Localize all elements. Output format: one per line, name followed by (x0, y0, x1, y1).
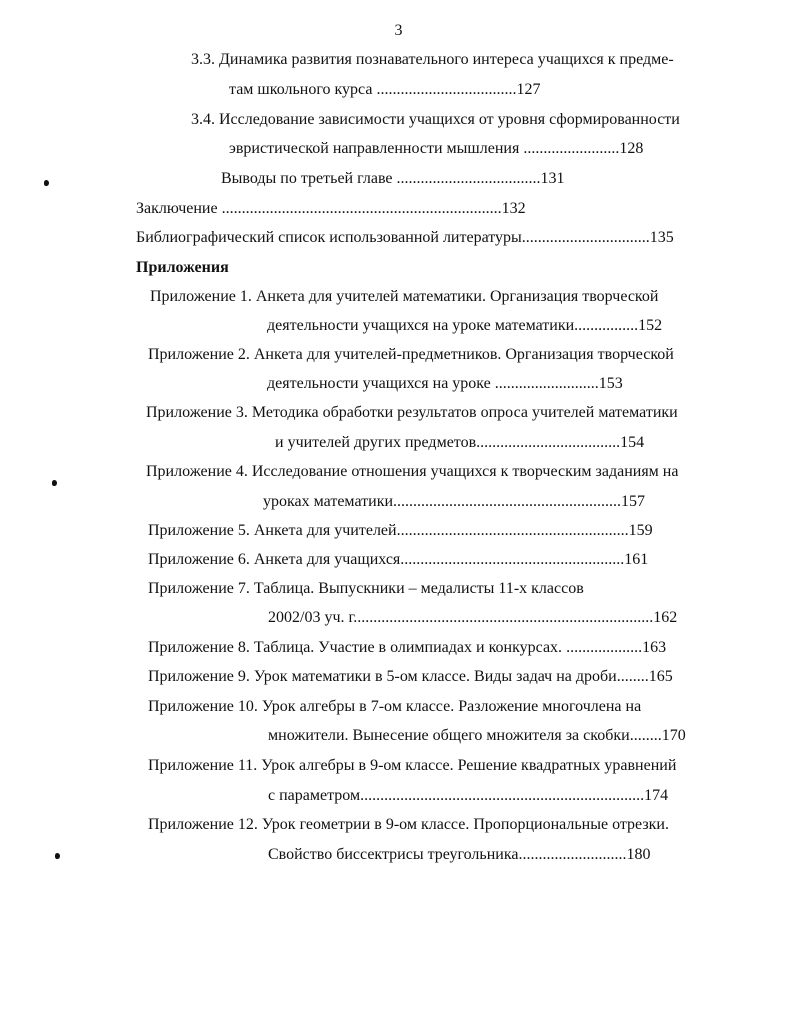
entry-title-continued: множители. Вынесение общего множителя за скобки........170 (268, 727, 686, 744)
page-number: 3 (394, 22, 403, 39)
page-ref: 127 (516, 81, 541, 98)
leader-dots: ................................ (521, 229, 650, 246)
leader-dots: ....................................................................... (360, 787, 645, 804)
entry-title-continued: эвристической направленности мышления ........................128 (229, 140, 644, 157)
page-ref: 154 (620, 434, 645, 451)
leader-dots: .......................... (494, 375, 599, 392)
leader-dots: .................................... (396, 170, 541, 187)
toc-entry-appendix-6: Приложение 6. Анкета для учащихся........................................................161 (148, 551, 649, 568)
toc-entry-appendix-9: Приложение 9. Урок математики в 5-ом классе. Виды задач на дроби........165 (148, 668, 673, 685)
scan-speck (44, 180, 49, 186)
page-ref: 128 (619, 140, 644, 157)
entry-title: Приложение 4. Исследование отношения учащихся к творческим заданиям на (146, 463, 679, 480)
leader-dots: ........................................................ (400, 551, 625, 568)
entry-title: Приложение 11. Урок алгебры в 9-ом классе. Решение квадратных уравнений (148, 757, 677, 774)
toc-entry-appendix-5: Приложение 5. Анкета для учителей..........................................................159 (148, 522, 653, 539)
entry-title: Приложение 3. Методика обработки результатов опроса учителей математики (146, 404, 678, 421)
entry-title: 3.4. Исследование зависимости учащихся от уровня сформированности (191, 111, 680, 128)
entry-title-continued: Свойство биссектрисы треугольника...........................180 (268, 846, 651, 863)
toc-entry-conclusions-ch3: Выводы по третьей главе ....................................131 (221, 170, 565, 187)
leader-dots: ........ (616, 668, 649, 685)
page-ref: 152 (638, 317, 663, 334)
page-ref: 165 (648, 668, 673, 685)
leader-dots: ........................... (518, 846, 627, 863)
page-ref: 157 (621, 493, 646, 510)
page-ref: 161 (624, 551, 649, 568)
leader-dots: ................................... (376, 81, 517, 98)
entry-title-continued: деятельности учащихся на уроке математики................152 (267, 317, 663, 334)
appendices-heading: Приложения (136, 259, 229, 276)
page-ref: 135 (649, 229, 674, 246)
leader-dots: .......................................................... (396, 522, 629, 539)
leader-dots: ...................................................................... (221, 200, 502, 217)
page-ref: 174 (644, 787, 669, 804)
entry-title-continued: там школьного курса ...................................127 (229, 81, 541, 98)
page-ref: 162 (653, 609, 678, 626)
page-ref: 132 (501, 200, 526, 217)
entry-title-continued: 2002/03 уч. г...........................................................................162 (268, 609, 678, 626)
entry-title-continued: уроках математики.........................................................157 (263, 493, 646, 510)
leader-dots: ................ (574, 317, 639, 334)
entry-title: Приложение 12. Урок геометрии в 9-ом классе. Пропорциональные отрезки. (148, 816, 669, 833)
leader-dots: ................... (566, 639, 643, 656)
scan-speck (52, 480, 57, 486)
entry-title: 3.3. Динамика развития познавательного интереса учащихся к предме- (191, 51, 674, 68)
leader-dots: .......................................................................... (357, 609, 654, 626)
toc-entry-bibliography: Библиографический список использованной литературы................................135 (136, 229, 674, 246)
entry-title-continued: и учителей других предметов....................................154 (275, 434, 645, 451)
leader-dots: ........ (629, 727, 662, 744)
toc-entry-appendix-8: Приложение 8. Таблица. Участие в олимпиадах и конкурсах. ...................163 (148, 639, 667, 656)
page-ref: 170 (661, 727, 686, 744)
leader-dots: ......................................................... (393, 493, 622, 510)
leader-dots: ........................ (523, 140, 620, 157)
page-ref: 180 (626, 846, 651, 863)
entry-title: Приложение 10. Урок алгебры в 7-ом классе. Разложение многочлена на (148, 698, 642, 715)
toc-entry-conclusion: Заключение ......................................................................132 (136, 200, 526, 217)
scan-speck (55, 853, 60, 859)
page-ref: 153 (598, 375, 623, 392)
leader-dots: .................................... (476, 434, 621, 451)
page-ref: 159 (628, 522, 653, 539)
page-ref: 163 (642, 639, 667, 656)
entry-title: Приложение 2. Анкета для учителей-предметников. Организация творческой (148, 346, 674, 363)
entry-title: Приложение 7. Таблица. Выпускники – медалисты 11-х классов (148, 580, 584, 597)
page-ref: 131 (540, 170, 565, 187)
entry-title: Приложение 1. Анкета для учителей математики. Организация творческой (150, 288, 659, 305)
entry-title-continued: с параметром.......................................................................174 (268, 787, 669, 804)
entry-title-continued: деятельности учащихся на уроке ..........................153 (267, 375, 623, 392)
